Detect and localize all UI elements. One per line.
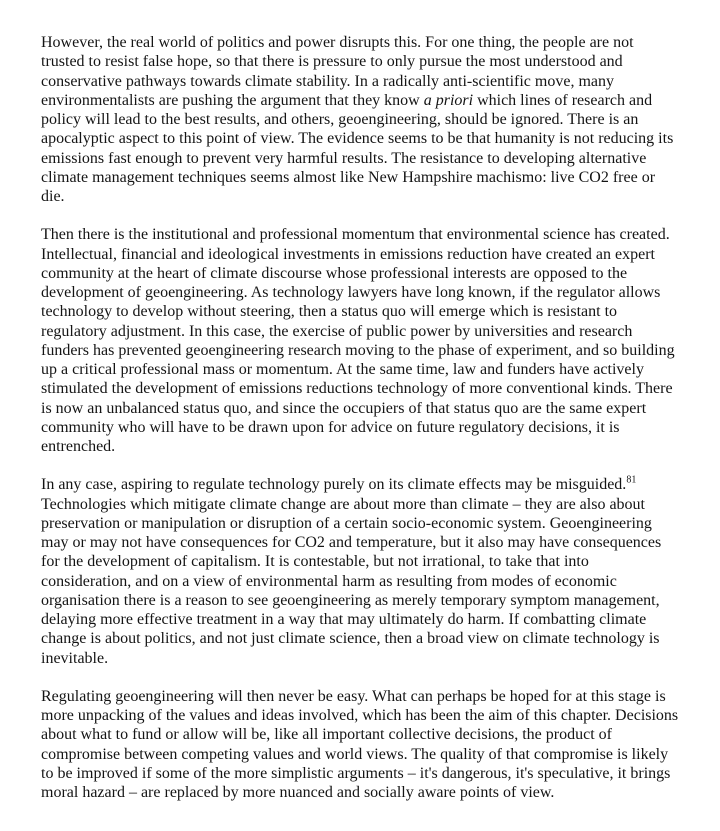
paragraph-text: In any case, aspiring to regulate technology purely on its climate effects may be misguided. [41, 476, 627, 494]
paragraph-politics-and-power [41, 33, 681, 206]
paragraph-institutional-momentum: Then there is the institutional and professional momentum that environmental science has created. Intellectual, financial and ideological investments in emissions reduction have created an expert community at the heart of climate discourse whose professional interests are opposed to the development of geoengineering. As technology lawyers have long known, if the regulator allows technology to develop without steering, then a status quo will emerge which is resistant to regulatory adjustment. In this case, the exercise of public power by universities and research funders has prevented geoengineering research moving to the phase of experiment, and so building up a critical professional mass or momentum. At the same time, law and funders have actively stimulated the development of emissions reductions technology of more conventional kinds. There is now an unbalanced status quo, and since the occupiers of that status quo are the same expert community who will have to be drawn upon for advice on future regulatory decisions, it is entrenched. [41, 226, 675, 455]
italic-phrase: a priori [423, 91, 474, 109]
paragraph-text: which lines of research and policy will lead to the best results, and others, geoengineering, should be ignored. There is an apocalyptic aspect to this point of view. The evidence seems to be that humanity is not reducing its emissions fast enough to prevent very harmful results. The resistance to developing alternative climate management techniques seems almost like New Hampshire machismo: live CO2 free or die. [41, 91, 674, 205]
paragraph-climate-effects [41, 475, 681, 668]
footnote-marker[interactable]: 81 [626, 474, 637, 486]
paragraph-text: However, the real world of politics and power disrupts this. For one thing, the people are not trusted to resist false hope, so that there is pressure to only pursue the most understood and conservative pathways towards climate stability. In a radically anti-scientific move, many environmentalists are pushing the argument that they know [41, 34, 634, 109]
paragraph-regulating-geoengineering: Regulating geoengineering will then never be easy. What can perhaps be hoped for at this stage is more unpacking of the values and ideas involved, which has been the aim of this chapter. Decisions about what to fund or allow will be, like all important collective decisions, the product of compromise between competing values and world views. The quality of that compromise is likely to be improved if some of the more simplistic arguments – it's dangerous, it's speculative, it brings moral hazard – are replaced by more nuanced and socially aware points of view. [41, 687, 679, 801]
document-page [41, 33, 681, 802]
paragraph-text: Technologies which mitigate climate change are about more than climate – they are also about preservation or manipulation or disruption of a certain socio-economic system. Geoengineering may or may not have consequences for CO2 and temperature, but it also may have consequences for the development of capitalism. It is contestable, but not irrational, to take that into consideration, and on a view of environmental harm as resulting from modes of economic organisation there is a reason to see geoengineering as merely temporary symptom management, delaying more effective treatment in a way that may ultimately do harm. If combatting climate change is about politics, and not just climate science, then a broad view on climate technology is inevitable. [41, 495, 662, 667]
